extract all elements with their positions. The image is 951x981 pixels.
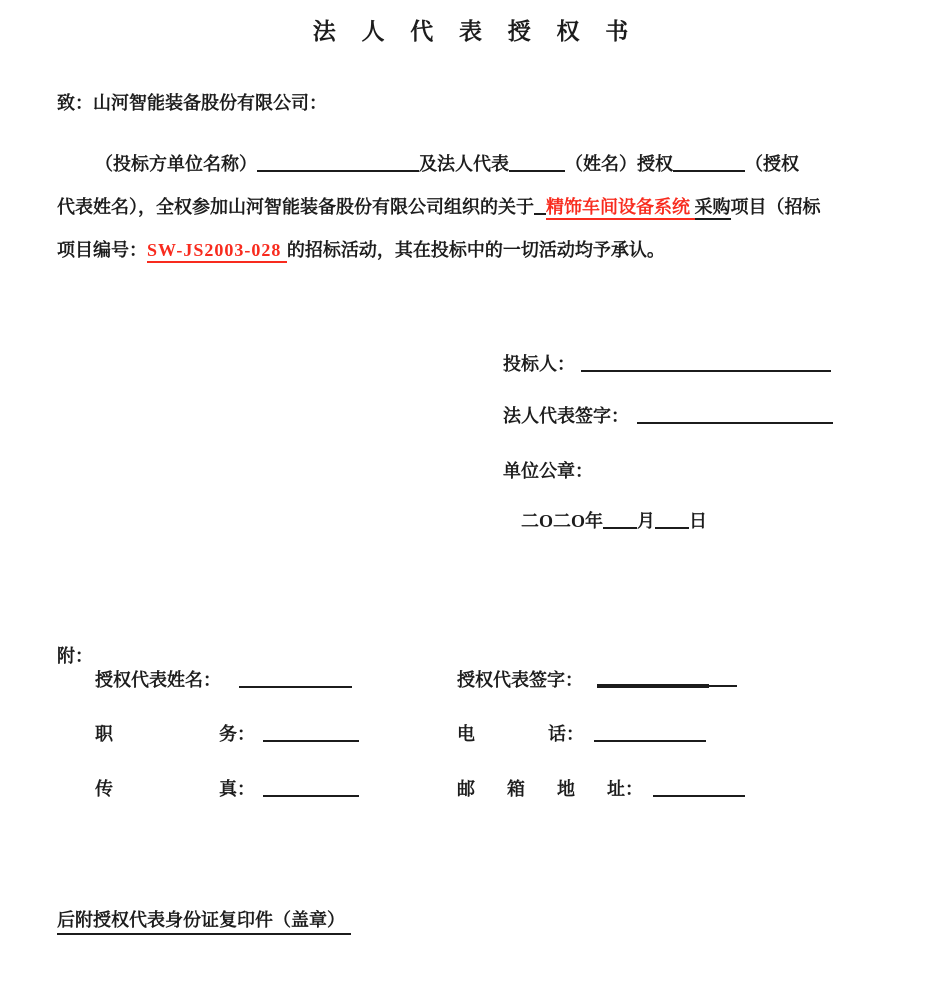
attach-fax-label bbox=[95, 777, 255, 801]
text-segment: （姓名）授权 bbox=[565, 154, 673, 174]
label-char: 务： bbox=[219, 724, 255, 744]
text-segment: 项目编号： bbox=[57, 240, 147, 260]
attach-sign-row bbox=[457, 668, 737, 692]
label-char: 传 bbox=[95, 779, 113, 799]
attach-fax-row bbox=[95, 777, 359, 801]
blank-attach-signature bbox=[597, 668, 709, 688]
project-name-highlight: 精饰车间设备系统 bbox=[546, 197, 695, 220]
body-line-1 bbox=[95, 152, 799, 176]
blank-attach-fax bbox=[263, 779, 359, 797]
attach-title-label bbox=[95, 722, 255, 746]
body-line-3 bbox=[57, 238, 665, 262]
blank-legal-rep-name bbox=[509, 154, 565, 172]
date-day: 日 bbox=[689, 511, 708, 531]
blank-before-project-name bbox=[534, 197, 546, 215]
label-char: 地 bbox=[557, 779, 575, 799]
seal-label: 单位公章： bbox=[503, 461, 593, 481]
text-segment: （授权 bbox=[745, 154, 799, 174]
date-month: 月 bbox=[637, 511, 656, 531]
blank-month bbox=[603, 511, 637, 529]
bidder-label: 投标人： bbox=[503, 354, 575, 374]
attach-phone-row bbox=[457, 722, 706, 746]
blank-authorized-rep-name bbox=[673, 154, 745, 172]
blank-bidder bbox=[581, 354, 831, 372]
attach-name-row bbox=[95, 668, 352, 692]
rep-signature-row bbox=[503, 404, 833, 428]
bidder-row bbox=[503, 352, 831, 376]
body-line-2 bbox=[57, 195, 821, 219]
attach-email-label bbox=[457, 777, 643, 801]
label-char: 址： bbox=[607, 779, 643, 799]
label-char: 箱 bbox=[507, 779, 525, 799]
text-segment: 代表姓名），全权参加山河智能装备股份有限公司组织的关于 bbox=[57, 197, 534, 217]
seal-row bbox=[503, 459, 593, 483]
date-row bbox=[521, 509, 707, 533]
footer-note-row bbox=[57, 908, 351, 932]
attachment-heading: 附： bbox=[57, 646, 93, 666]
blank-attach-name bbox=[239, 670, 352, 688]
text-segment: 及法人代表 bbox=[419, 154, 509, 174]
document-title: 法 人 代 表 授 权 书 bbox=[312, 19, 639, 44]
attach-name-label: 授权代表姓名： bbox=[95, 670, 221, 690]
label-char: 真： bbox=[219, 779, 255, 799]
text-segment: （投标方单位名称） bbox=[95, 154, 257, 174]
attach-title-row bbox=[95, 722, 359, 746]
label-char: 电 bbox=[457, 724, 475, 744]
footer-note: 后附授权代表身份证复印件（盖章） bbox=[57, 910, 351, 935]
blank-company-name bbox=[257, 154, 419, 172]
blank-rep-signature bbox=[637, 406, 833, 424]
label-char: 话： bbox=[548, 724, 584, 744]
blank-attach-title bbox=[263, 724, 359, 742]
blank-day bbox=[655, 511, 689, 529]
salutation-line: 致：山河智能装备股份有限公司： bbox=[57, 93, 327, 113]
text-segment: 项目（招标 bbox=[730, 197, 821, 217]
date-year: 二O二O年 bbox=[521, 511, 604, 531]
rep-sign-label: 法人代表签字： bbox=[503, 406, 629, 426]
attach-sign-label: 授权代表签字： bbox=[457, 670, 583, 690]
label-char: 邮 bbox=[457, 779, 475, 799]
text-segment: 的招标活动，其在投标中的一切活动均予承认。 bbox=[286, 240, 665, 260]
attach-email-row bbox=[457, 777, 745, 801]
blank-attach-phone bbox=[594, 724, 706, 742]
attach-phone-label bbox=[457, 722, 584, 746]
blank-attach-signature-tail bbox=[709, 669, 737, 687]
project-code-highlight: SW-JS2003-028 bbox=[147, 240, 287, 263]
label-char: 职 bbox=[95, 724, 113, 744]
underlined-text: 采购 bbox=[695, 197, 731, 220]
blank-attach-email bbox=[653, 779, 745, 797]
